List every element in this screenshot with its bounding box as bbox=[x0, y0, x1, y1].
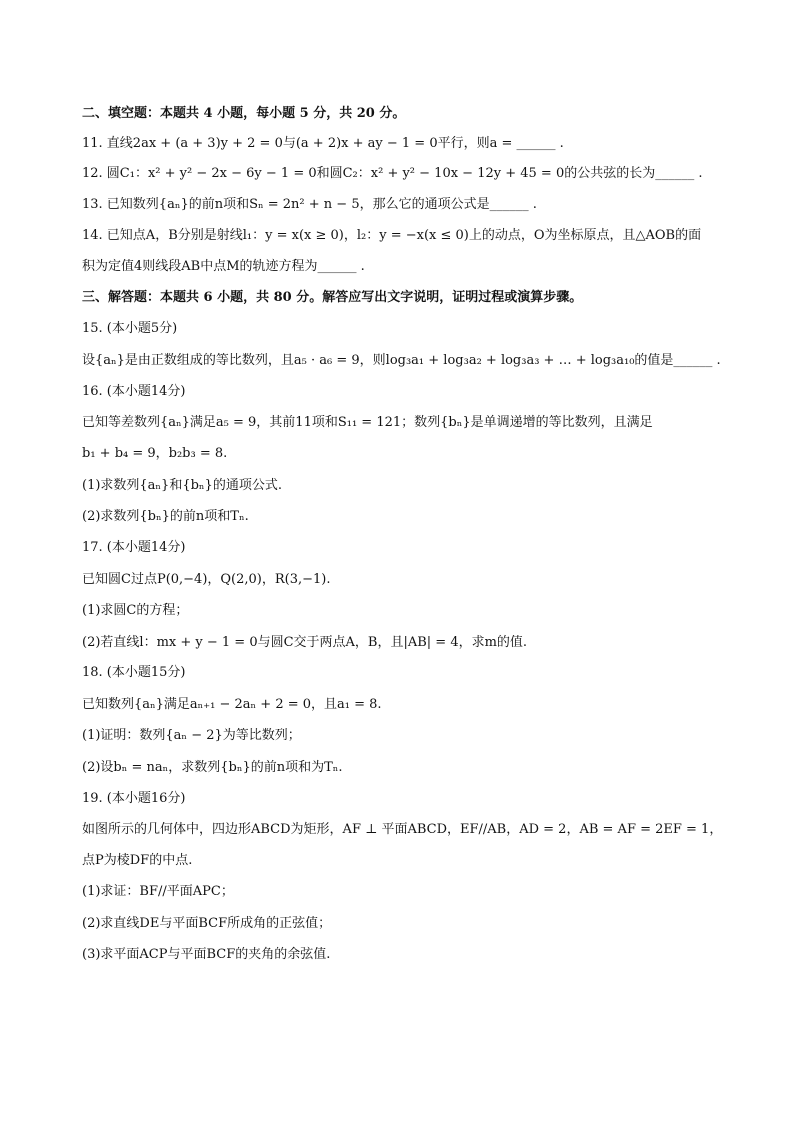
question-18-part-2: (2)设bₙ = naₙ，求数列{bₙ}的前n项和为Tₙ. bbox=[82, 760, 343, 775]
question-16-body-2: b₁ + b₄ = 9，b₂b₃ = 8. bbox=[82, 446, 228, 461]
question-11: 11. 直线2ax + (a + 3)y + 2 = 0与(a + 2)x + ay − 1 = 0平行，则a = ______ . bbox=[82, 136, 564, 151]
question-14-line-1: 14. 已知点A，B分别是射线l₁：y = x(x ≥ 0)，l₂：y = −x(x ≤ 0)上的动点，O为坐标原点，且△AOB的面 bbox=[82, 228, 702, 243]
question-18-part-1: (1)证明：数列{aₙ − 2}为等比数列； bbox=[82, 728, 301, 743]
question-17-part-2: (2)若直线l：mx + y − 1 = 0与圆C交于两点A，B，且|AB| = 4，求m的值. bbox=[82, 635, 528, 650]
section-heading-fill-in: 二、填空题：本题共 4 小题，每小题 5 分，共 20 分。 bbox=[82, 106, 406, 121]
question-16-body-1: 已知等差数列{aₙ}满足a₅ = 9，其前11项和S₁₁ = 121；数列{bₙ}是单调递增的等比数列，且满足 bbox=[82, 415, 653, 430]
question-17-body: 已知圆C过点P(0,−4)，Q(2,0)，R(3,−1). bbox=[82, 572, 331, 587]
question-16-header: 16. (本小题14分) bbox=[82, 384, 186, 399]
question-16-part-2: (2)求数列{bₙ}的前n项和Tₙ. bbox=[82, 509, 249, 524]
question-14-line-2: 积为定值4则线段AB中点M的轨迹方程为______ . bbox=[82, 259, 365, 274]
section-heading-solutions: 三、解答题：本题共 6 小题，共 80 分。解答应写出文字说明，证明过程或演算步骤。 bbox=[82, 290, 583, 305]
question-12: 12. 圆C₁：x² + y² − 2x − 6y − 1 = 0和圆C₂：x² + y² − 10x − 12y + 45 = 0的公共弦的长为______ . bbox=[82, 166, 703, 181]
question-19-body-2: 点P为棱DF的中点. bbox=[82, 853, 193, 868]
question-19-part-3: (3)求平面ACP与平面BCF的夹角的余弦值. bbox=[82, 947, 331, 962]
question-15-header: 15. (本小题5分) bbox=[82, 321, 178, 336]
question-17-part-1: (1)求圆C的方程； bbox=[82, 603, 189, 618]
question-18-body: 已知数列{aₙ}满足aₙ₊₁ − 2aₙ + 2 = 0，且a₁ = 8. bbox=[82, 697, 382, 712]
question-17-header: 17. (本小题14分) bbox=[82, 540, 186, 555]
question-18-header: 18. (本小题15分) bbox=[82, 665, 186, 680]
question-19-header: 19. (本小题16分) bbox=[82, 791, 186, 806]
question-16-part-1: (1)求数列{aₙ}和{bₙ}的通项公式. bbox=[82, 478, 282, 493]
question-13: 13. 已知数列{aₙ}的前n项和Sₙ = 2n² + n − 5，那么它的通项公式是______ . bbox=[82, 197, 537, 212]
question-19-part-1: (1)求证：BF//平面APC； bbox=[82, 884, 234, 899]
question-19-part-2: (2)求直线DE与平面BCF所成角的正弦值； bbox=[82, 916, 332, 931]
question-19-body-1: 如图所示的几何体中，四边形ABCD为矩形，AF ⊥ 平面ABCD，EF//AB，AD = 2，AB = AF = 2EF = 1， bbox=[82, 822, 723, 837]
question-15-body: 设{aₙ}是由正数组成的等比数列，且a₅ · a₆ = 9，则log₃a₁ + log₃a₂ + log₃a₃ + … + log₃a₁₀的值是______ . bbox=[82, 353, 721, 368]
